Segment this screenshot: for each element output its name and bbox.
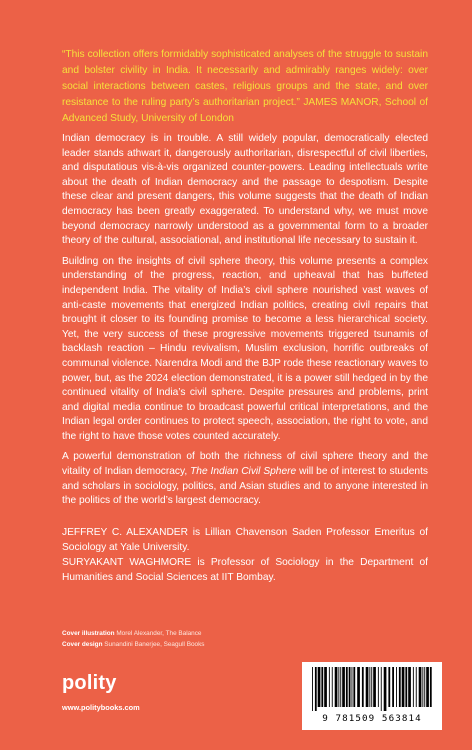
description [62,132,428,515]
barcode-bar [353,667,355,707]
barcode-bar [340,667,341,707]
description-paragraph-3 [62,450,428,508]
credit-illustration [62,628,204,639]
description-paragraph-2: Building on the insights of civil sphere theory, this volume presents a complex understanding of the progress, reaction, and upheaval that has buffeted independent India. The vitality of India’s civil sphere nourished vast waves of anti-caste movements that energized Indian politics, creating civil repairs that brought it closer to its founding promise to become a less hierarchical society. Yet, the very success of these progressive movements triggered tsunamis of backlash reaction – Hindu revivalism, Muslim exclusion, horrific outbreaks of communal violence. Narendra Modi and the BJP rode these reactionary waves to power, but, as the 2024 election demonstrated, it is a power still hedged in by the continued vitality of India’s civil sphere. Despite pressures and problems, print and digital media continue to broadcast powerful critical interpretations, and the Indian legal order continues to protect speech, association, the right to vote, and the right to have those votes counted accurately. [62,255,428,442]
barcode-bar [381,667,382,711]
book-title: The Indian Civil Sphere [190,466,297,478]
barcode-bar [318,667,321,707]
isbn-number: 9 781509 563814 [322,713,422,724]
author-bio-alexander: JEFFREY C. ALEXANDER is Lillian Chavenson Saden Professor Emeritus of Sociology at Yale University. [62,527,428,553]
barcode-bar [426,667,429,707]
barcode-bar [402,667,405,707]
closing-text-start: A powerful demonstration of both the richness of civil sphere theory and the vitality of Indian democracy, [62,451,428,478]
barcode-bar [346,667,348,707]
credit-design-value: Sunandini Banerjee, Seagull Books [104,641,205,648]
barcode-bar [388,667,390,707]
barcode-bar [424,667,425,707]
barcode-bar [399,667,401,707]
publisher-url: www.politybooks.com [62,703,140,712]
barcode-bar [371,667,372,707]
barcode-bar [366,667,369,707]
barcode-bar [396,667,397,707]
description-paragraph-1: Indian democracy is in trouble. A still widely popular, democratically elected leader stands athwart it, dangerously authoritarian, disrespectful of civil liberties, and disputatious vis-à-vis organized counter-powers. Leading intellectuals write about the death of Indian democracy and the passage to despotism. Despite these clear and present dangers, this volume suggests that the death of Indian democracy has been greatly exaggerated. To understand why, we must move beyond democracy narrowly understood as a governmental form to a broader theory of the cultural, associational, and institutional life necessary to sustain it. [62,133,428,247]
barcode-bars [310,667,434,711]
barcode-bar [362,667,364,707]
publisher-logo: polity [62,672,117,694]
barcode-bar [349,667,351,707]
barcode-bar [373,667,376,707]
barcode-bar [332,667,333,707]
closing-text-end: will be of interest to students and scholars in sociology, politics, and Asian studies and to anyone interested in the politics of the world’s largest democracy. [62,466,429,507]
credit-illustration-value: Morel Alexander, The Balance [116,630,202,637]
barcode-bar [369,667,370,707]
barcode-bar [405,667,407,707]
barcode-bar [378,667,379,707]
barcode-bar [419,667,422,707]
barcode-bar [384,667,387,711]
barcode-bar [335,667,338,707]
barcode-bar [329,667,330,707]
barcode-bar [324,667,327,707]
barcode-bar [408,667,411,707]
barcode-bar [352,667,353,707]
isbn-barcode [302,662,442,730]
barcode-bar [342,667,345,707]
barcode-bar [357,667,360,707]
barcode-bar [430,667,432,707]
barcode-bar [338,667,339,707]
cover-credits [62,628,204,650]
barcode-bar [321,667,323,707]
barcode-bar [392,667,394,707]
endorsement-quote: “This collection offers formidably sophisticated analyses of the struggle to sustain and bolster civility in India. It necessarily and admirably ranges widely: over social interactions between castes, religious groups and the state, and over resistance to the ruling party’s authoritarian project.” JAMES MANOR, School of Advanced Study, University of London [62,49,428,124]
barcode-bar [413,667,414,707]
credit-illustration-label: Cover illustration [62,630,115,637]
credit-design [62,639,204,650]
credit-design-label: Cover design [62,641,103,648]
author-bio-waghmore: SURYAKANT WAGHMORE is Professor of Sociology in the Department of Humanities and Social Sciences at IIT Bombay. [62,557,428,583]
barcode-bar [315,667,317,711]
barcode-bar [312,667,313,711]
barcode-bar [416,667,417,707]
barcode-bar [422,667,423,707]
